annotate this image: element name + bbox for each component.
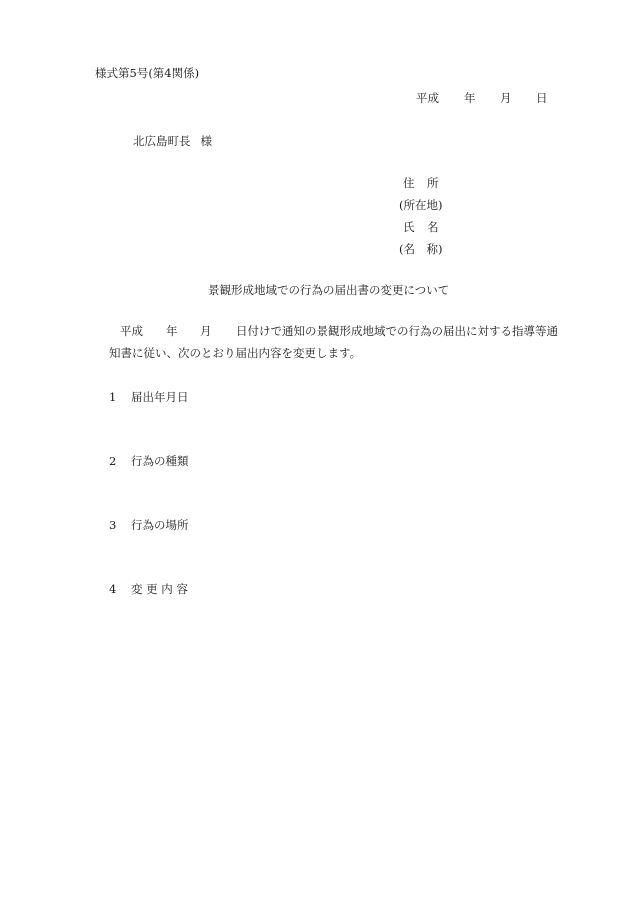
addressee-name: 北広島町長 [133,134,191,148]
address-alt-label: (所在地) [399,198,443,212]
document-title: 景観形成地域での行為の届出書の変更について [208,283,450,297]
item-number: 1 [109,390,117,404]
list-item [109,520,189,584]
list-item [109,392,189,456]
list-item [109,456,189,520]
body-line-1 [120,326,558,338]
date-era: 平成 [416,91,439,105]
name-label-2: 名 [427,220,439,234]
date-day-label: 日 [536,91,548,105]
date-year-label: 年 [464,91,476,105]
applicant-block [399,178,442,266]
name-alt-label: (名 称) [399,242,443,256]
item-number: 4 [109,582,117,596]
date-month-label: 月 [500,91,512,105]
items-list [109,392,189,648]
body-month-label: 月 [200,324,212,338]
address-label-2: 所 [427,176,439,190]
list-item [109,584,189,648]
form-number: 様式第5号(第4関係) [95,66,200,80]
name-label-1: 氏 [403,220,415,234]
addressee [133,136,212,148]
body-line-1-text: 日付けで通知の景観形成地域での行為の届出に対する指導等通 [236,324,558,338]
address-label-1: 住 [403,176,415,190]
body-line-2: 知書に従い、次のとおり届出内容を変更します。 [109,346,362,360]
body-era: 平成 [120,324,143,338]
item-label: 変 更 内 容 [131,582,188,596]
address-label-row [399,178,442,200]
date-line [416,93,548,105]
item-number: 3 [109,518,117,532]
body-year-label: 年 [166,324,178,338]
name-label-row [399,222,442,244]
addressee-honorific: 様 [200,134,212,148]
item-label: 行為の種類 [131,454,189,468]
item-number: 2 [109,454,117,468]
item-label: 届出年月日 [131,390,189,404]
item-label: 行為の場所 [131,518,189,532]
